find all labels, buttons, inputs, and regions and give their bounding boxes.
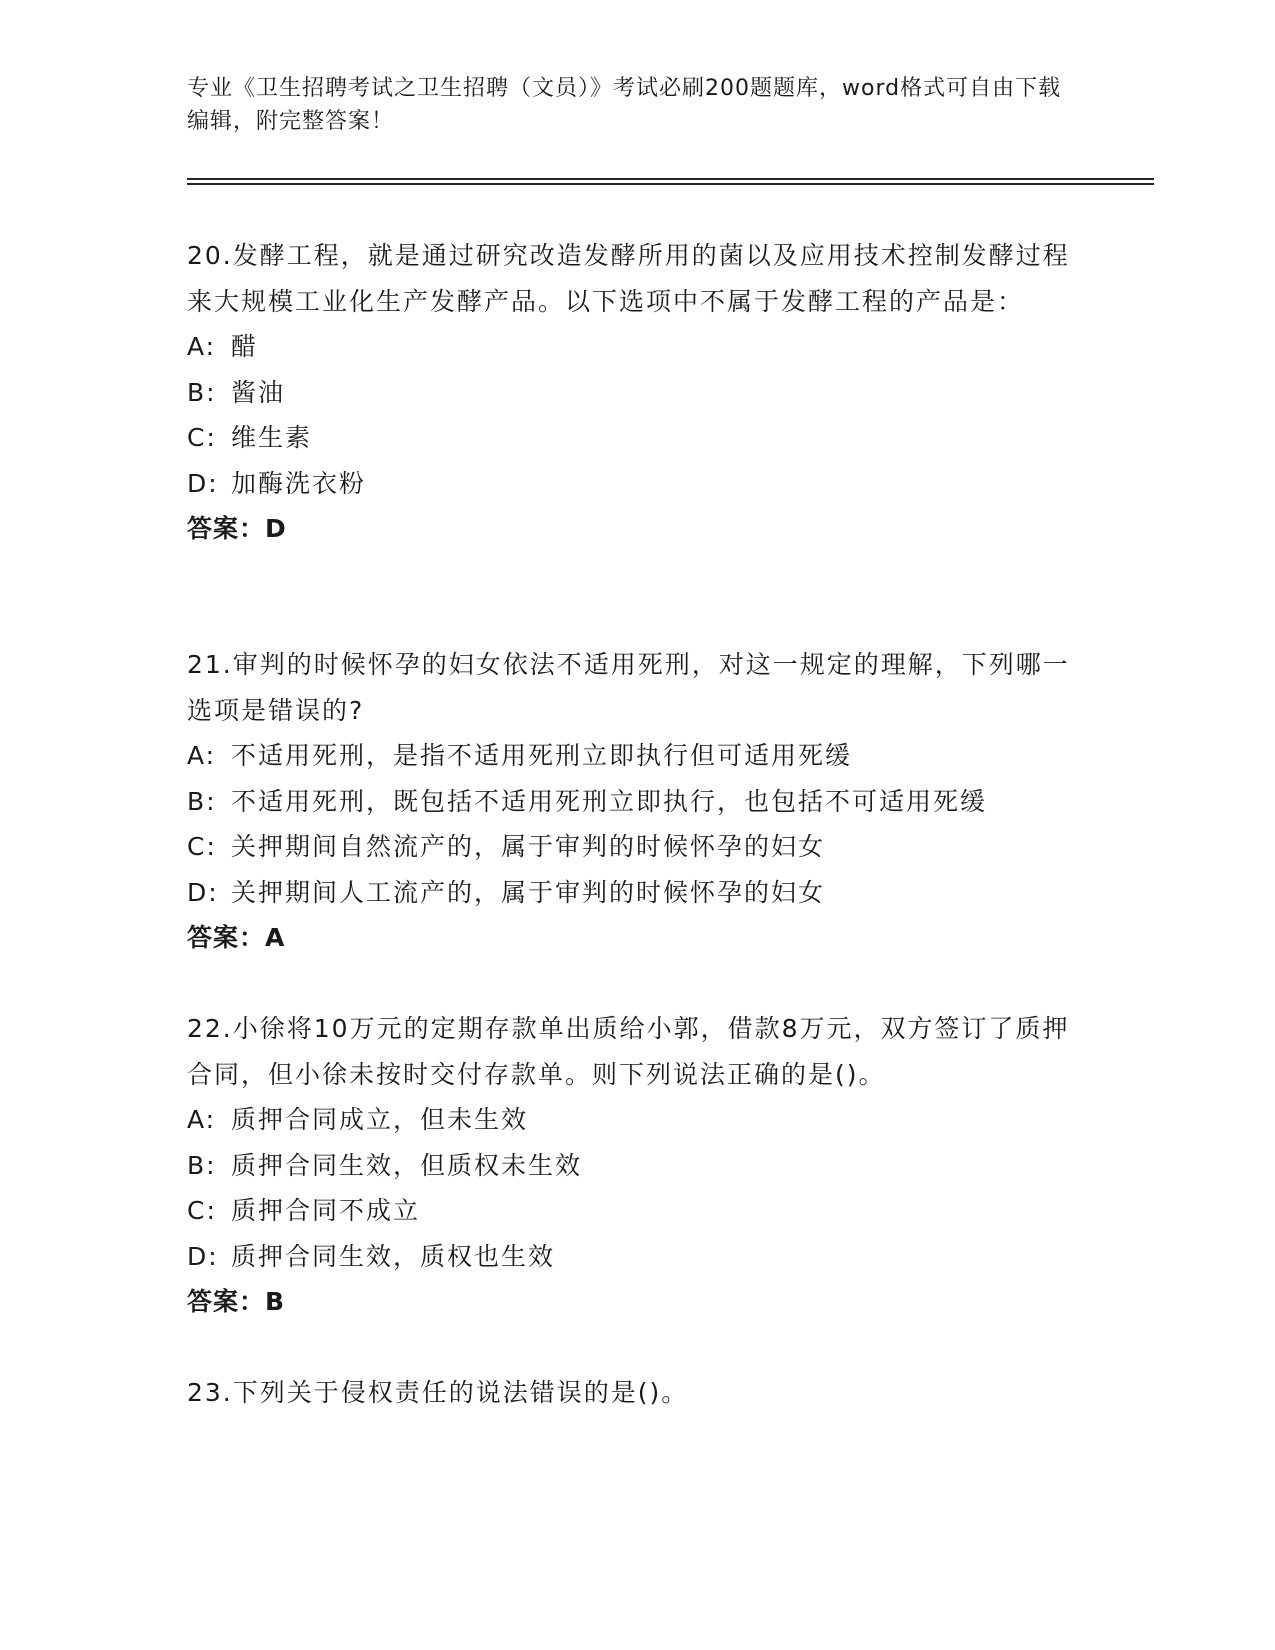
question-stem: 21.审判的时候怀孕的妇女依法不适用死刑，对这一规定的理解，下列哪一选项是错误的? bbox=[187, 650, 1070, 725]
document-header: 专业《卫生招聘考试之卫生招聘（文员）》考试必刷200题题库，word格式可自由下载编辑，附完整答案！ bbox=[187, 76, 1062, 134]
question-22 bbox=[187, 1006, 1087, 1325]
question-stem: 20.发酵工程，就是通过研究改造发酵所用的菌以及应用技术控制发酵过程来大规模工业化生产发酵产品。以下选项中不属于发酵工程的产品是： bbox=[187, 241, 1070, 316]
answer-line: 答案：D bbox=[187, 514, 287, 543]
option-b bbox=[187, 779, 1087, 825]
option-c bbox=[187, 1188, 1087, 1234]
option-d bbox=[187, 1234, 1087, 1280]
option-text: 维生素 bbox=[231, 423, 313, 452]
header-divider bbox=[187, 178, 1154, 180]
option-c bbox=[187, 824, 1087, 870]
option-text: 关押期间自然流产的，属于审判的时候怀孕的妇女 bbox=[231, 832, 826, 861]
question-stem: 22.小徐将10万元的定期存款单出质给小郭，借款8万元，双方签订了质押合同，但小徐未按时交付存款单。则下列说法正确的是()。 bbox=[187, 1014, 1070, 1089]
option-text: 不适用死刑，是指不适用死刑立即执行但可适用死缓 bbox=[231, 741, 853, 770]
question-stem: 23.下列关于侵权责任的说法错误的是()。 bbox=[187, 1378, 689, 1407]
option-text: 不适用死刑，既包括不适用死刑立即执行，也包括不可适用死缓 bbox=[231, 786, 988, 816]
option-a bbox=[187, 1097, 1087, 1143]
question-23 bbox=[187, 1370, 1087, 1416]
question-21 bbox=[187, 642, 1087, 961]
header-divider bbox=[187, 183, 1154, 185]
option-text: 质押合同不成立 bbox=[231, 1196, 421, 1225]
option-letter: C: bbox=[187, 1196, 217, 1225]
option-text: 酱油 bbox=[231, 377, 286, 407]
option-letter: D: bbox=[187, 468, 219, 498]
option-b bbox=[187, 370, 1087, 416]
option-d bbox=[187, 870, 1087, 916]
option-text: 质押合同生效，但质权未生效 bbox=[231, 1150, 583, 1180]
option-b bbox=[187, 1143, 1087, 1189]
option-letter: D: bbox=[187, 877, 219, 907]
option-d bbox=[187, 461, 1087, 507]
option-letter: B: bbox=[187, 1150, 217, 1180]
option-a bbox=[187, 733, 1087, 779]
option-text: 加酶洗衣粉 bbox=[231, 468, 367, 498]
option-letter: A: bbox=[187, 741, 217, 770]
answer-line: 答案：A bbox=[187, 923, 286, 952]
option-letter: A: bbox=[187, 1105, 217, 1134]
answer-line: 答案：B bbox=[187, 1287, 286, 1316]
question-20 bbox=[187, 233, 1087, 552]
option-a bbox=[187, 324, 1087, 370]
option-letter: B: bbox=[187, 377, 217, 407]
option-c bbox=[187, 415, 1087, 461]
option-text: 质押合同生效，质权也生效 bbox=[231, 1241, 556, 1271]
option-letter: B: bbox=[187, 786, 217, 816]
option-letter: D: bbox=[187, 1241, 219, 1271]
option-text: 质押合同成立，但未生效 bbox=[231, 1105, 529, 1134]
option-letter: A: bbox=[187, 332, 217, 361]
option-letter: C: bbox=[187, 423, 217, 452]
option-letter: C: bbox=[187, 832, 217, 861]
option-text: 醋 bbox=[231, 332, 259, 361]
option-text: 关押期间人工流产的，属于审判的时候怀孕的妇女 bbox=[231, 877, 826, 907]
